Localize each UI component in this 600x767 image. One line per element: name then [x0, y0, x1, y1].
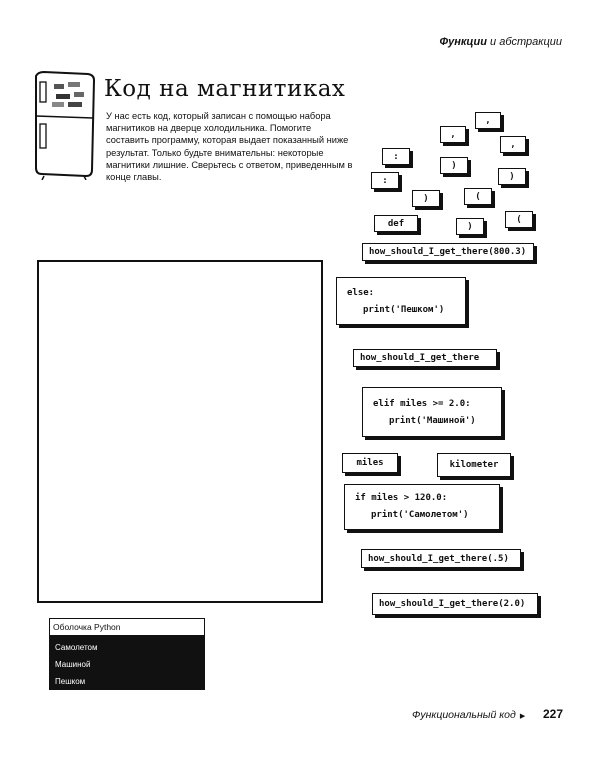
magnet-kilometer[interactable]: kilometer	[437, 453, 511, 477]
magnet-comma[interactable]: ,	[475, 112, 501, 129]
else-line: else:	[347, 288, 375, 298]
magnet-miles[interactable]: miles	[342, 453, 398, 473]
answer-box	[37, 260, 323, 603]
running-footer	[412, 709, 525, 721]
magnet-else-block[interactable]	[336, 277, 466, 325]
running-header	[439, 36, 562, 48]
magnet-call-05[interactable]: how_should_I_get_there(.5)	[361, 549, 521, 568]
header-part2: и абстракции	[486, 36, 562, 48]
print-car-line: print('Машиной')	[389, 416, 476, 426]
magnet-colon[interactable]: :	[382, 148, 410, 165]
if-line: if miles > 120.0:	[355, 493, 448, 503]
magnet-colon[interactable]: :	[371, 172, 399, 189]
magnet-elif-block[interactable]	[362, 387, 502, 437]
magnet-func-name[interactable]: how_should_I_get_there	[353, 349, 497, 367]
elif-line: elif miles >= 2.0:	[373, 399, 471, 409]
magnet-call-800[interactable]: how_should_I_get_there(800.3)	[362, 243, 534, 261]
header-part1: Функции	[439, 36, 487, 48]
page-title: Код на магнитиках	[104, 76, 346, 102]
shell-title: Оболочка Python	[50, 619, 204, 636]
magnet-call-20[interactable]: how_should_I_get_there(2.0)	[372, 593, 538, 615]
fridge-illustration	[30, 70, 100, 180]
print-plane-line: print('Самолетом')	[371, 510, 469, 520]
magnet-comma[interactable]: ,	[500, 136, 526, 153]
magnet-close-paren[interactable]: )	[498, 168, 526, 185]
magnet-if-block[interactable]	[344, 484, 500, 530]
page-number: 227	[543, 707, 564, 721]
shell-line: Пешком	[55, 677, 86, 686]
magnet-open-paren[interactable]: (	[464, 188, 492, 205]
shell-line: Машиной	[55, 660, 91, 669]
magnet-close-paren[interactable]: )	[412, 190, 440, 207]
magnet-open-paren[interactable]: (	[505, 211, 533, 228]
shell-output	[50, 636, 204, 690]
magnet-def[interactable]: def	[374, 215, 418, 232]
print-walk-line: print('Пешком')	[363, 305, 445, 315]
magnet-close-paren[interactable]: )	[456, 218, 484, 235]
footer-text: Функциональный код	[412, 709, 516, 721]
intro-text: У нас есть код, который записан с помощью набора магнитиков на дверце холодильника. Помогите составить программу, которая выдает показанный ниже результат. Только будьте внимательны: некоторые магнитики лишние. Сверьтесь с ответом, приведенным в конце главы.	[106, 111, 353, 183]
magnet-comma[interactable]: ,	[440, 126, 466, 143]
python-shell	[49, 618, 205, 690]
magnet-close-paren[interactable]: )	[440, 157, 468, 174]
shell-line: Самолетом	[55, 643, 98, 652]
arrow-right-icon: ▶	[519, 713, 526, 720]
